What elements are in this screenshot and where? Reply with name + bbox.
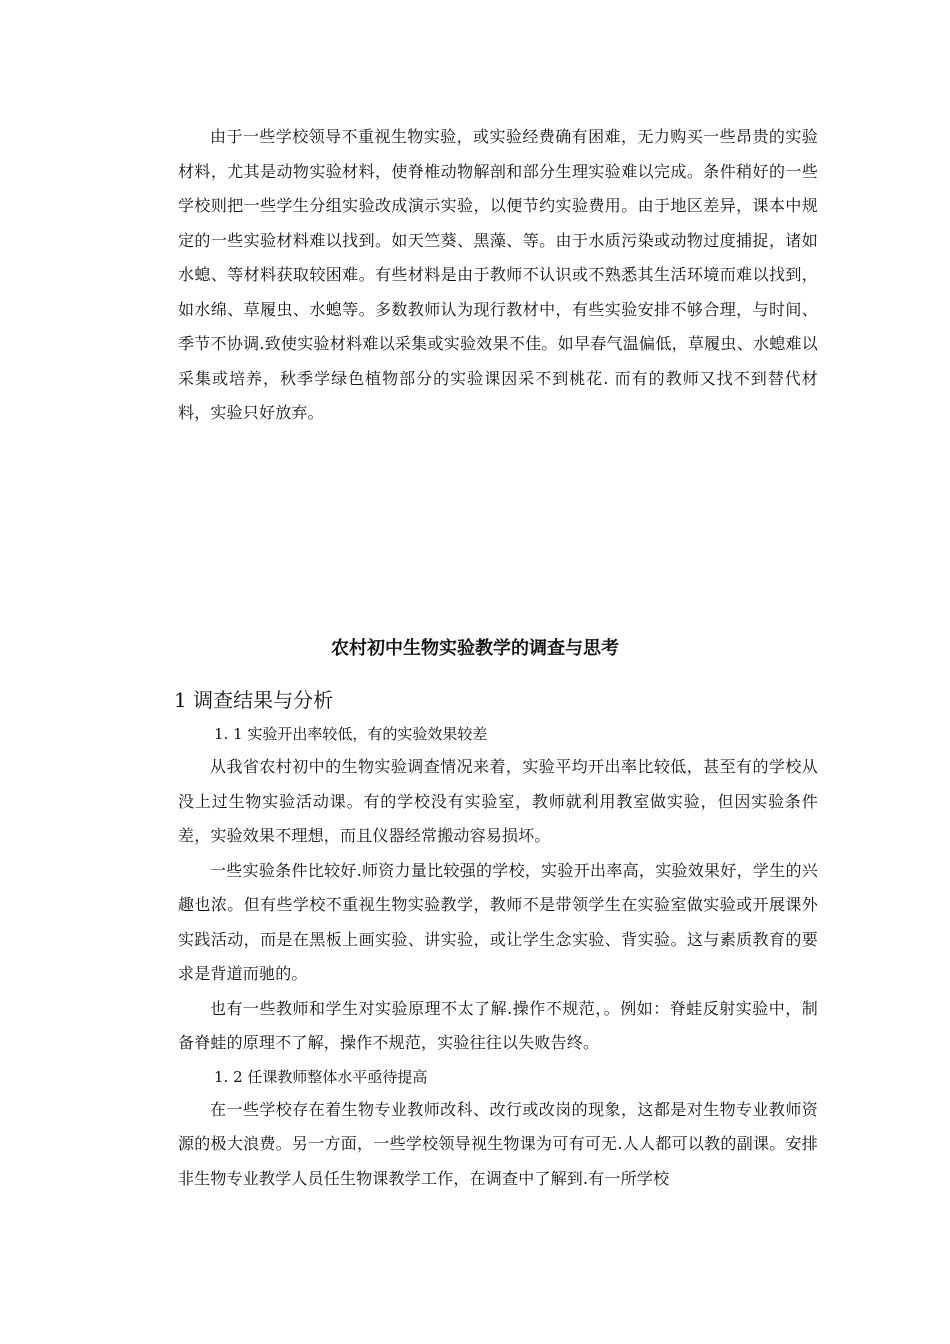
- subsection-1-2-heading: 1. 2 任课教师整体水平亟待提高: [214, 1067, 428, 1086]
- section-1-body: [178, 718, 818, 1196]
- section-1-heading: 1 调查结果与分析: [174, 688, 334, 712]
- paragraph: 在一些学校存在着生物专业教师改科、改行或改岗的现象，这都是对生物专业教师资源的极大浪费。另一方面，一些学校领导视生物课为可有可无.人人都可以教的副课。安排非生物专业教学人员任生物课教学工作，在调查中了解到.有一所学校: [178, 1099, 818, 1188]
- paragraph: 从我省农村初中的生物实验调查情况来着，实验平均开出率比较低，甚至有的学校从没上过生物实验活动课。有的学校没有实验室，教师就利用教室做实验，但因实验条件差，实验效果不理想，而且仪器经常搬动容易损坏。: [178, 757, 818, 845]
- intro-paragraph: 由于一些学校领导不重视生物实验，或实验经费确有困难，无力购买一些昂贵的实验材料，尤其是动物实验材料，使脊椎动物解剖和部分生理实验难以完成。条件稍好的一些学校则把一些学生分组实验改成演示实验，以便节约实验费用。由于地区差异，课本中规定的一些实验材料难以找到。如天竺葵、黑藻、等。由于水质污染或动物过度捕捉，诸如水螅、等材料获取较困难。有些材料是由于教师不认识或不熟悉其生活环境而难以找到，如水绵、草履虫、水螅等。多数教师认为现行教材中，有些实验安排不够合理，与时间、季节不协调.致使实验材料难以采集或实验效果不佳。如早春气温偏低，草履虫、水螅难以采集或培养，秋季学绿色植物部分的实验课因采不到桃花. 而有的教师又找不到替代材料，实验只好放弃。: [178, 127, 818, 422]
- article-title: 农村初中生物实验教学的调查与思考: [331, 638, 619, 659]
- paragraph: 一些实验条件比较好.师资力量比较强的学校，实验开出率高，实验效果好，学生的兴趣也浓。但有些学校不重视生物实验教学，教师不是带领学生在实验室做实验或开展课外实践活动，而是在黑板上画实验、讲实验，或让学生念实验、背实验。这与素质教育的要求是背道而驰的。: [178, 860, 818, 983]
- subsection-1-1-heading: 1. 1 实验开出率较低，有的实验效果较差: [214, 725, 488, 743]
- paragraph: 也有一些教师和学生对实验原理不太了解.操作不规范，。例如：脊蛙反射实验中，制备脊蛙的原理不了解，操作不规范，实验往往以失败告终。: [178, 998, 818, 1052]
- intro-section: [178, 120, 818, 431]
